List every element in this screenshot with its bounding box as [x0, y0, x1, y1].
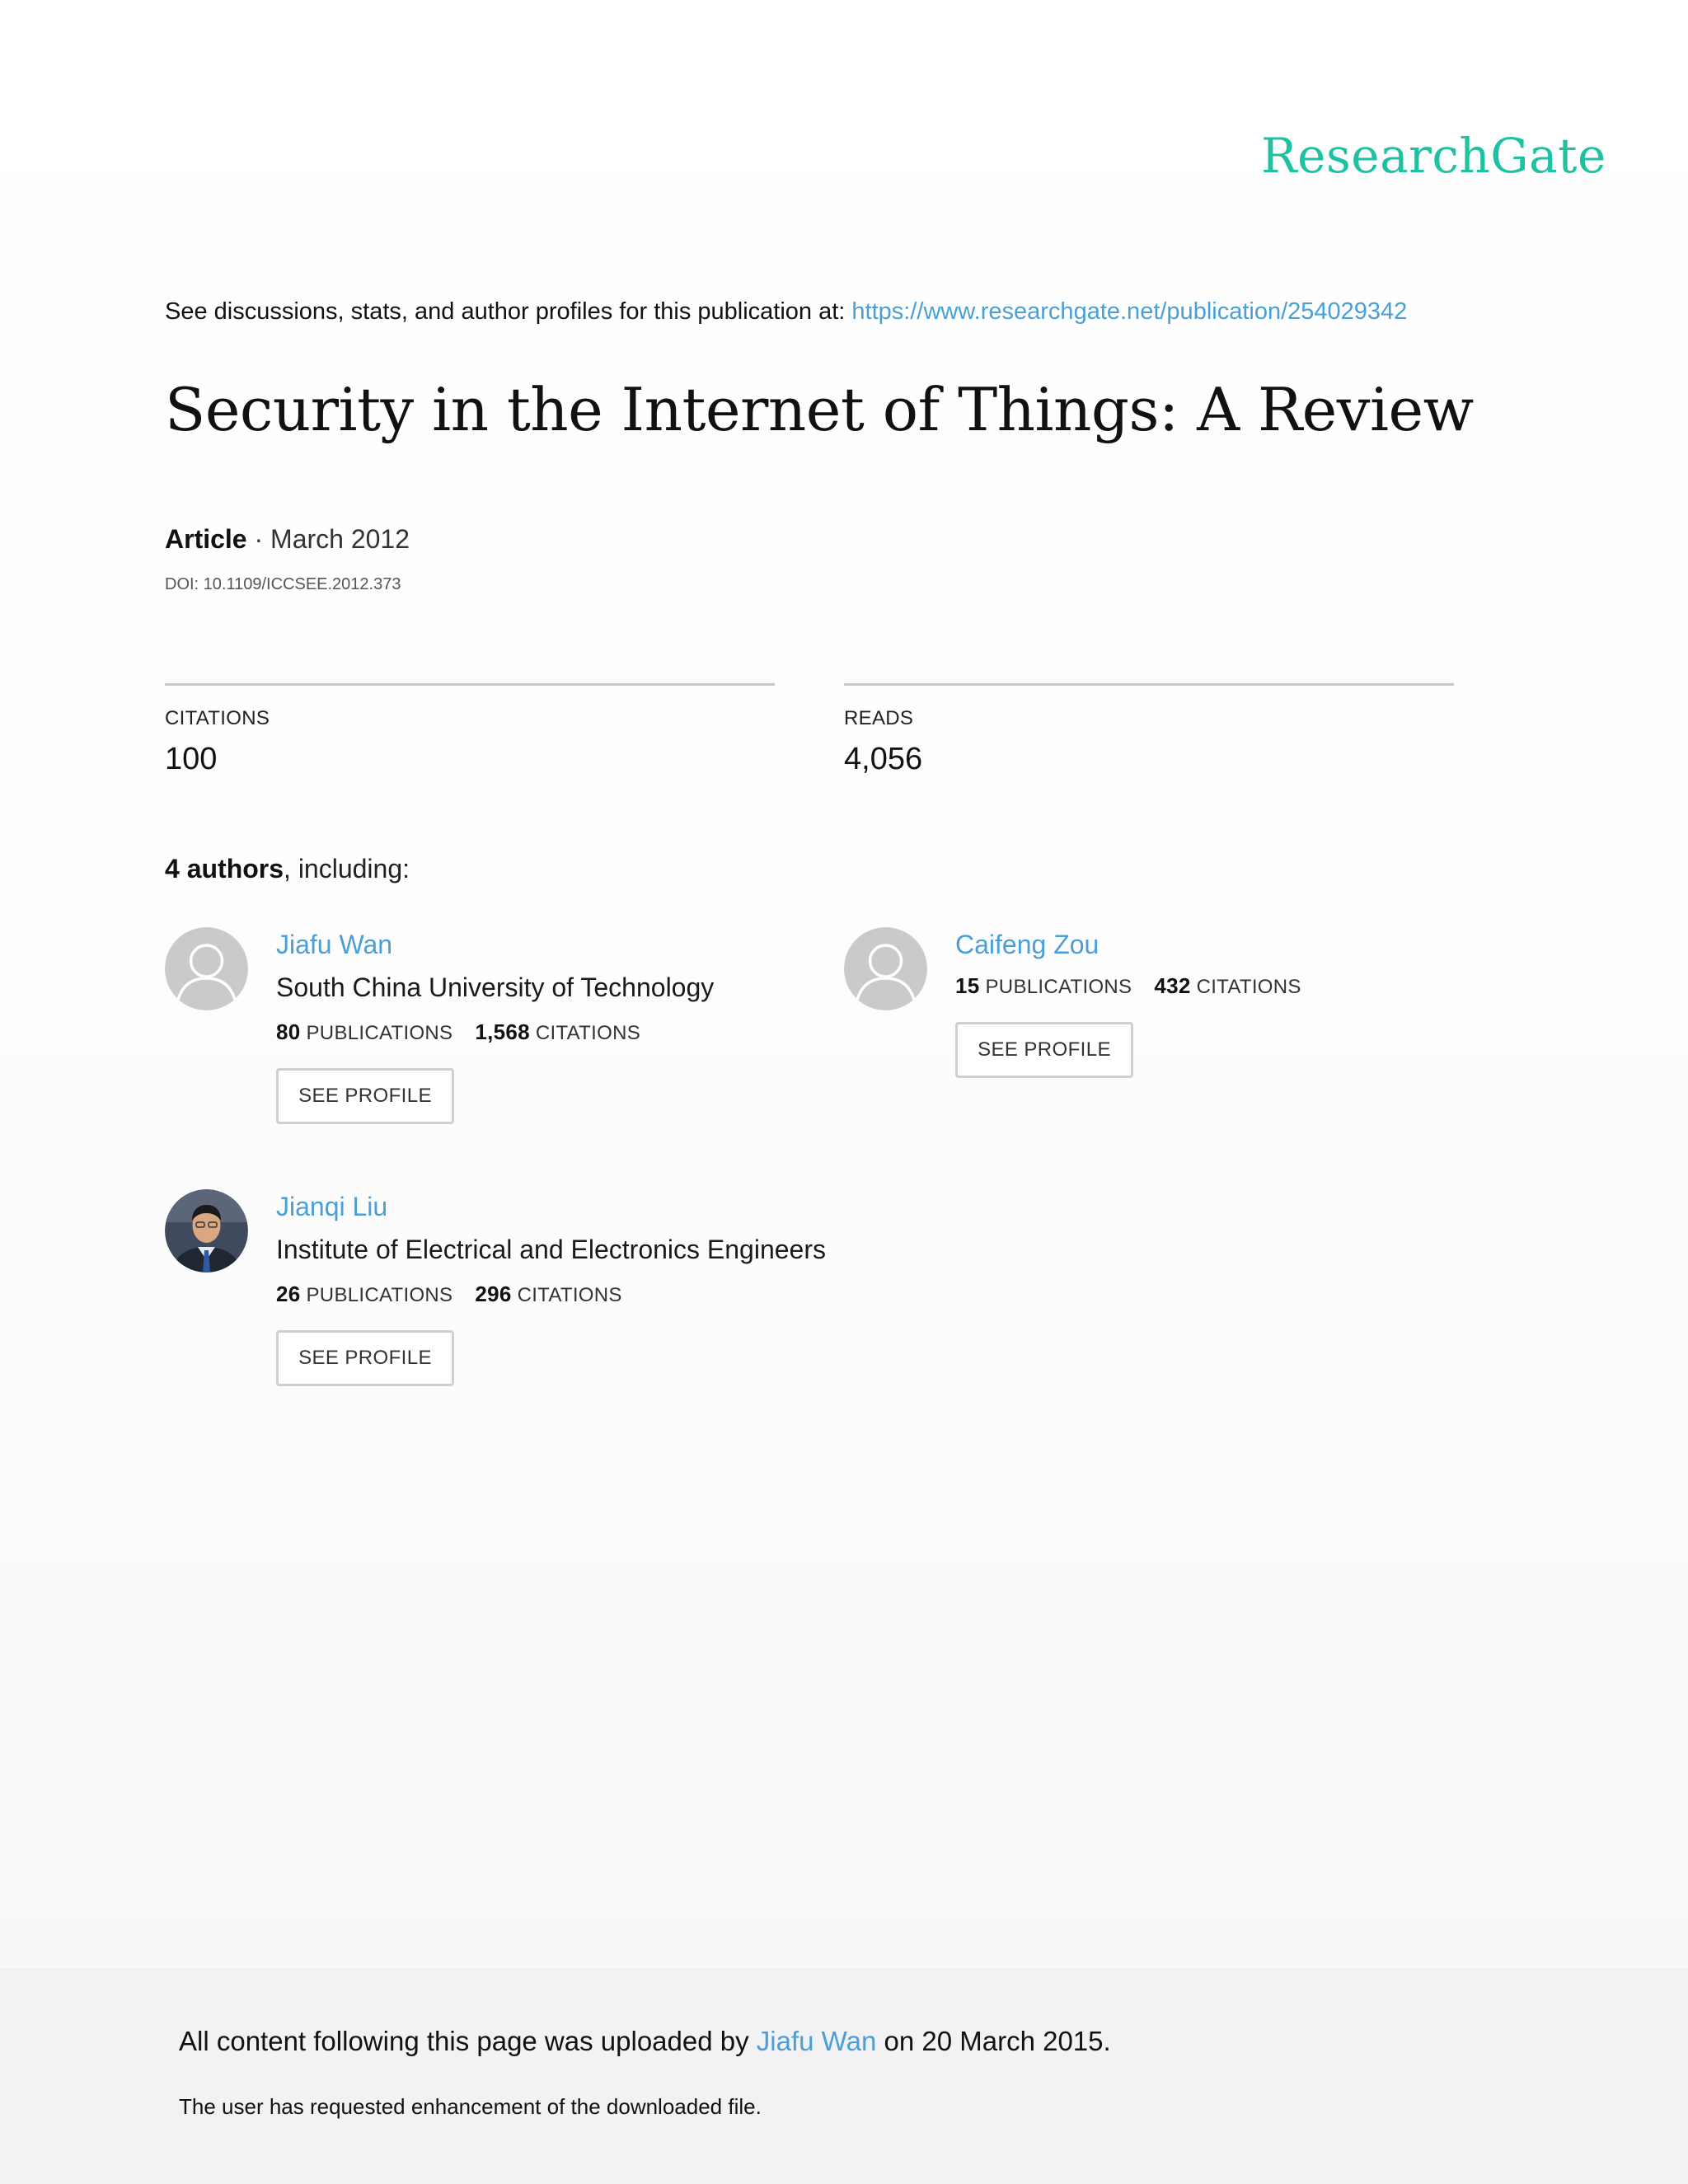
- author-citations-label: CITATIONS: [1196, 976, 1301, 998]
- author-publications-count: 15: [955, 973, 980, 998]
- publication-url-link[interactable]: https://www.researchgate.net/publication/254029342: [851, 298, 1408, 325]
- enhancement-note: The user has requested enhancement of the downloaded file.: [179, 2094, 762, 2119]
- authors-heading-suffix: , including:: [284, 854, 410, 883]
- upload-suffix: on 20 March 2015.: [884, 2026, 1111, 2056]
- citations-label: CITATIONS: [165, 707, 270, 729]
- default-avatar-icon[interactable]: [844, 927, 927, 1010]
- author-institution: South China University of Technology: [276, 972, 715, 1002]
- upload-prefix: All content following this page was uploaded by: [179, 2026, 749, 2056]
- meta-separator: ·: [254, 524, 264, 554]
- researchgate-logo[interactable]: ResearchGate: [1261, 128, 1606, 184]
- author-citations-count: 296: [475, 1282, 512, 1306]
- author-publications-count: 80: [276, 1019, 301, 1044]
- citations-stat: [165, 683, 775, 777]
- default-avatar-icon[interactable]: [165, 927, 248, 1010]
- author-publications-label: PUBLICATIONS: [985, 976, 1132, 998]
- author-stats: [276, 1019, 714, 1045]
- upload-info: [179, 2026, 1111, 2057]
- reads-value: 4,056: [844, 742, 923, 776]
- publication-link-line: [165, 298, 1407, 326]
- upload-footer: [0, 1968, 1688, 2184]
- author-info: [276, 1189, 826, 1386]
- publication-date: March 2012: [270, 524, 410, 554]
- reads-label: READS: [844, 707, 914, 729]
- author-stats: [276, 1282, 826, 1307]
- author-name-link[interactable]: Caifeng Zou: [955, 930, 1100, 959]
- author-publications-count: 26: [276, 1282, 301, 1306]
- author-photo-avatar[interactable]: [165, 1189, 248, 1272]
- publication-meta: [165, 524, 410, 555]
- publication-doi: DOI: 10.1109/ICCSEE.2012.373: [165, 575, 401, 593]
- author-info: [955, 927, 1301, 1078]
- author-citations-label: CITATIONS: [517, 1284, 622, 1306]
- publication-type: Article: [165, 524, 247, 554]
- publication-link-prefix: See discussions, stats, and author profiles for this publication at:: [165, 298, 846, 325]
- author-publications-label: PUBLICATIONS: [306, 1284, 453, 1306]
- author-citations-count: 1,568: [475, 1019, 530, 1044]
- see-profile-button[interactable]: SEE PROFILE: [276, 1330, 454, 1386]
- author-name-link[interactable]: Jiafu Wan: [276, 930, 393, 959]
- authors-heading: [165, 854, 410, 884]
- author-institution: Institute of Electrical and Electronics Engineers: [276, 1235, 826, 1264]
- author-stats: [955, 973, 1301, 999]
- author-citations-label: CITATIONS: [535, 1022, 641, 1044]
- authors-count: 4 authors: [165, 854, 284, 883]
- uploader-link[interactable]: Jiafu Wan: [756, 2026, 877, 2056]
- author-name-link[interactable]: Jianqi Liu: [276, 1192, 388, 1221]
- author-publications-label: PUBLICATIONS: [306, 1022, 453, 1044]
- author-citations-count: 432: [1154, 973, 1191, 998]
- author-info: [276, 927, 714, 1124]
- citations-value: 100: [165, 742, 218, 776]
- publication-title: Security in the Internet of Things: A Review: [165, 375, 1474, 444]
- reads-stat: [844, 683, 1454, 777]
- see-profile-button[interactable]: SEE PROFILE: [955, 1022, 1133, 1078]
- see-profile-button[interactable]: SEE PROFILE: [276, 1068, 454, 1124]
